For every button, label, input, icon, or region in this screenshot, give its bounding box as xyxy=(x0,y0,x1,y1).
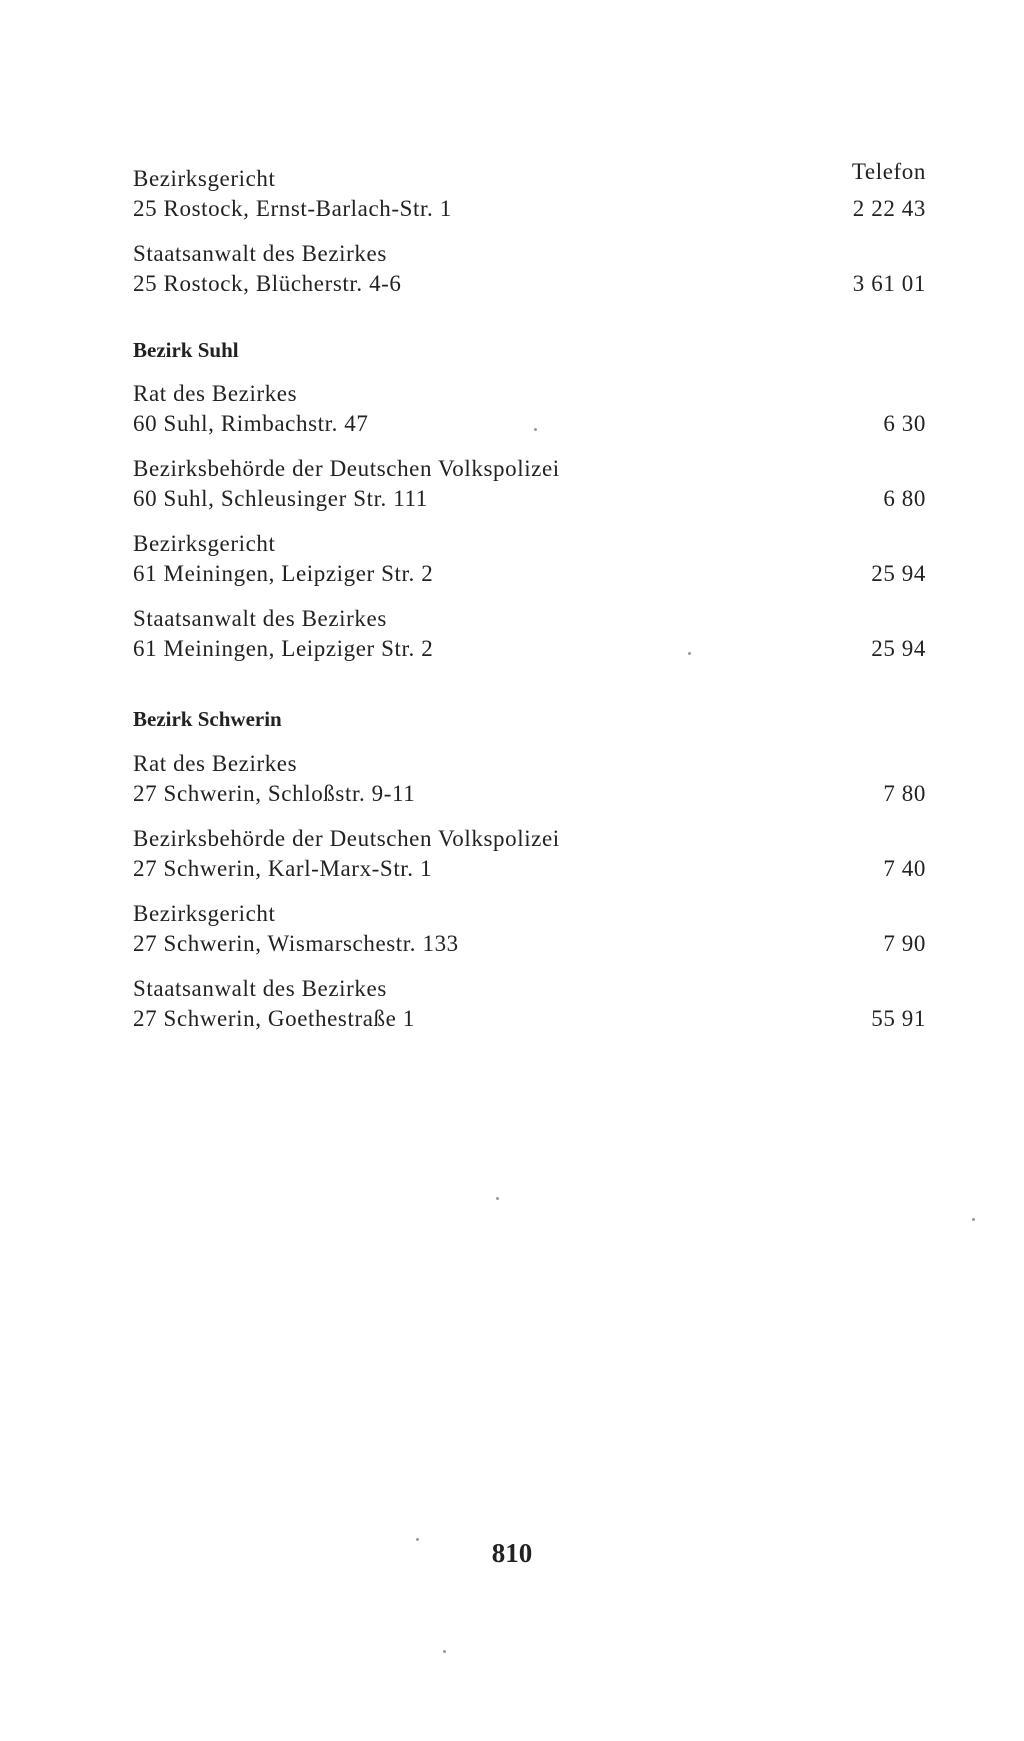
page-number: 810 xyxy=(491,1538,533,1568)
section-heading: Bezirk Schwerin xyxy=(133,707,282,731)
phone-column-header: Telefon xyxy=(851,159,926,184)
entry-address: 61 Meiningen, Leipziger Str. 2 xyxy=(133,561,434,586)
section-heading: Bezirk Suhl xyxy=(133,338,239,362)
scan-speck xyxy=(416,1538,419,1541)
entry-name: Rat des Bezirkes xyxy=(133,381,298,406)
entry-address: 27 Schwerin, Goethestraße 1 xyxy=(133,1006,415,1031)
entry-phone: 7 40 xyxy=(883,856,926,881)
entry-phone: 25 94 xyxy=(871,561,926,586)
entry-phone: 6 80 xyxy=(883,486,926,511)
scan-speck xyxy=(443,1650,446,1653)
entry-name: Bezirksbehörde der Deutschen Volkspolizei xyxy=(133,826,560,851)
scan-speck xyxy=(972,1218,975,1221)
entry-phone: 2 22 43 xyxy=(852,196,926,221)
scan-speck xyxy=(496,1197,499,1200)
entry-phone: 3 61 01 xyxy=(852,271,926,296)
scan-speck xyxy=(688,652,691,655)
entry-address: 27 Schwerin, Wismarschestr. 133 xyxy=(133,931,459,956)
entry-name: Bezirksgericht xyxy=(133,166,276,191)
entry-phone: 25 94 xyxy=(871,636,926,661)
scan-speck xyxy=(534,428,537,431)
entry-phone: 55 91 xyxy=(871,1006,926,1031)
entry-phone: 6 30 xyxy=(883,411,926,436)
entry-address: 60 Suhl, Schleusinger Str. 111 xyxy=(133,486,428,511)
entry-name: Bezirksgericht xyxy=(133,901,276,926)
entry-address: 25 Rostock, Ernst-Barlach-Str. 1 xyxy=(133,196,452,221)
entry-address: 25 Rostock, Blücherstr. 4-6 xyxy=(133,271,402,296)
entry-phone: 7 80 xyxy=(883,781,926,806)
entry-name: Staatsanwalt des Bezirkes xyxy=(133,606,387,631)
entry-address: 61 Meiningen, Leipziger Str. 2 xyxy=(133,636,434,661)
entry-address: 60 Suhl, Rimbachstr. 47 xyxy=(133,411,369,436)
entry-name: Staatsanwalt des Bezirkes xyxy=(133,976,387,1001)
entry-name: Staatsanwalt des Bezirkes xyxy=(133,241,387,266)
entry-address: 27 Schwerin, Schloßstr. 9-11 xyxy=(133,781,416,806)
entry-name: Bezirksbehörde der Deutschen Volkspolizei xyxy=(133,456,560,481)
entry-phone: 7 90 xyxy=(883,931,926,956)
entry-name: Rat des Bezirkes xyxy=(133,751,298,776)
entry-address: 27 Schwerin, Karl-Marx-Str. 1 xyxy=(133,856,433,881)
entry-name: Bezirksgericht xyxy=(133,531,276,556)
